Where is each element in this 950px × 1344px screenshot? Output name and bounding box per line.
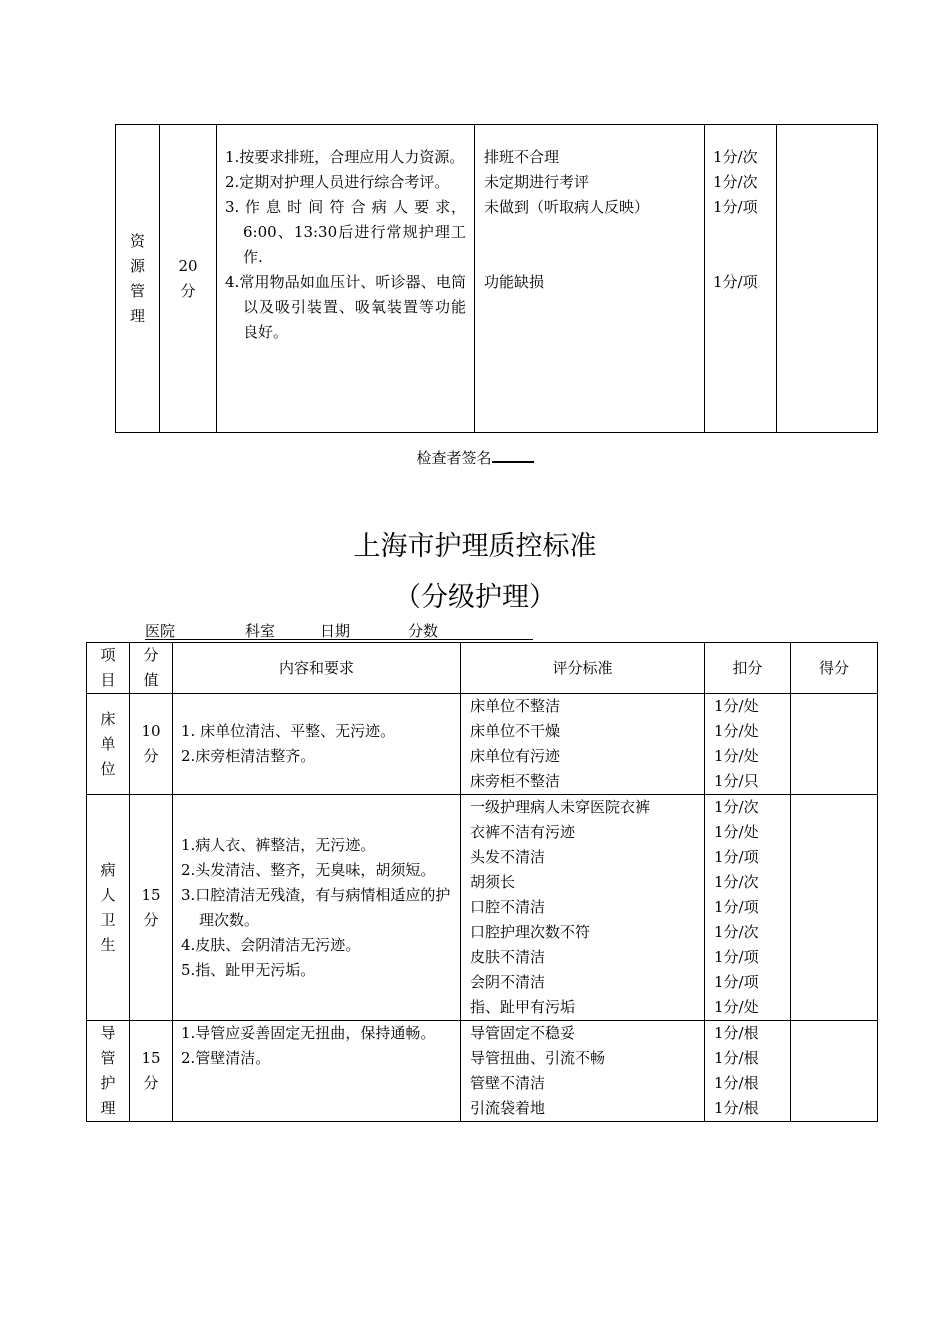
criteria-line: 口腔不清洁 (470, 898, 546, 916)
requirement-line: 2.定期对护理人员进行综合考评。 (225, 173, 450, 191)
deduction-cell (705, 125, 777, 433)
criteria-line: 会阴不清洁 (470, 973, 546, 991)
header-score: 分值 (130, 643, 173, 694)
requirement-line: 2.头发清洁、整齐，无臭味，胡须短。 (181, 860, 436, 879)
hospital-label: 医院 (145, 622, 176, 640)
criteria-line: 导管固定不稳妥 (470, 1024, 576, 1042)
table-row (116, 125, 878, 433)
requirement-line: 2.管壁清洁。 (181, 1049, 271, 1067)
requirements-cell (173, 694, 461, 795)
deduction-line: 1分/项 (713, 198, 758, 216)
criteria-line: 引流袋着地 (470, 1099, 546, 1117)
criteria-line: 导管扭曲、引流不畅 (470, 1049, 606, 1067)
table-row (87, 795, 878, 1021)
header-content: 内容和要求 (173, 643, 461, 694)
earned-cell (791, 694, 878, 795)
item-cell: 导管护理 (87, 1021, 130, 1122)
earned-cell (791, 1021, 878, 1122)
criteria-cell (461, 694, 705, 795)
signature-label: 检查者签名 (416, 449, 492, 467)
criteria-line: 排班不合理 (484, 148, 560, 166)
requirement-line: 1.按要求排班，合理应用人力资源。 (225, 148, 465, 166)
criteria-line: 皮肤不清洁 (470, 948, 546, 966)
criteria-cell (475, 125, 705, 433)
deduction-cell (705, 1021, 791, 1122)
date-label: 日期 (320, 622, 351, 640)
header-item: 项目 (87, 643, 130, 694)
item-cell (116, 125, 160, 433)
deduction-cell (705, 694, 791, 795)
requirement-line: 1.病人衣、裤整洁，无污迹。 (181, 835, 376, 854)
criteria-line: 指、趾甲有污垢 (470, 998, 576, 1016)
criteria-line: 管壁不清洁 (470, 1074, 546, 1092)
criteria-line: 头发不清洁 (470, 848, 546, 866)
criteria-line: 胡须长 (470, 873, 516, 891)
deduction-line: 1分/次 (713, 173, 758, 191)
resource-management-table (115, 124, 878, 433)
deduction-line: 1分/根 (714, 1074, 759, 1092)
deduction-line: 1分/根 (714, 1049, 759, 1067)
deduction-line: 1分/次 (714, 873, 759, 891)
requirements-cell (173, 795, 461, 1021)
inspector-signature (0, 445, 950, 468)
criteria-line: 床单位有污迹 (470, 747, 561, 765)
deduction-line: 1分/项 (714, 848, 759, 866)
criteria-line: 未定期进行考评 (484, 173, 590, 191)
header-earned: 得分 (791, 643, 878, 694)
deduction-line: 1分/根 (714, 1024, 759, 1042)
deduction-line: 1分/次 (713, 148, 758, 166)
criteria-cell (461, 795, 705, 1021)
criteria-line: 一级护理病人未穿医院衣裤 (470, 798, 651, 816)
deduction-line: 1分/项 (714, 973, 759, 991)
requirement-line: 1. 床单位清洁、平整、无污迹。 (181, 722, 396, 740)
deduction-line: 1分/次 (714, 923, 759, 941)
score-cell (160, 125, 217, 433)
criteria-line: 床单位不整洁 (470, 697, 561, 715)
deduction-line: 1分/只 (714, 772, 759, 790)
department-label: 科室 (245, 622, 276, 640)
table-row (87, 694, 878, 795)
requirement-line: 3. 作 息 时 间 符 合 病 人 要 求，6:00、13:30后进行常规护理工作. (225, 198, 466, 266)
score-cell: 15分 (130, 1021, 173, 1122)
header-criteria: 评分标准 (461, 643, 705, 694)
nursing-standard-table (86, 642, 878, 1122)
criteria-line: 功能缺损 (484, 273, 545, 291)
item-cell: 床单位 (87, 694, 130, 795)
criteria-cell (461, 1021, 705, 1122)
earned-cell (791, 795, 878, 1021)
item-label: 资源管理 (129, 231, 145, 325)
criteria-line: 床单位不干燥 (470, 722, 561, 740)
score-label: 20分 (178, 256, 198, 300)
meta-line (145, 620, 533, 640)
deduction-line: 1分/处 (714, 823, 759, 841)
signature-line[interactable] (492, 445, 534, 463)
criteria-line: 衣裤不洁有污迹 (470, 823, 576, 841)
requirements-cell (217, 125, 475, 433)
score-cell: 15分 (130, 795, 173, 1021)
requirement-line: 4.皮肤、会阴清洁无污迹。 (181, 935, 361, 954)
deduction-line: 1分/处 (714, 697, 759, 715)
header-deduct: 扣分 (705, 643, 791, 694)
deduction-cell (705, 795, 791, 1021)
earned-cell (777, 125, 878, 433)
requirement-line: 1.导管应妥善固定无扭曲，保持通畅。 (181, 1024, 436, 1042)
score-cell: 10分 (130, 694, 173, 795)
requirement-line: 2.床旁柜清洁整齐。 (181, 747, 316, 765)
deduction-line: 1分/项 (714, 948, 759, 966)
item-cell: 病人卫生 (87, 795, 130, 1021)
table-header-row (87, 643, 878, 694)
criteria-line: 口腔护理次数不符 (470, 923, 591, 941)
page-subtitle: （分级护理） (394, 582, 556, 613)
page-title: 上海市护理质控标准 (353, 531, 597, 562)
table-row (87, 1021, 878, 1122)
requirement-line: 3.口腔清洁无残渣，有与病情相适应的护理次数。 (181, 885, 451, 929)
score-label: 分数 (408, 622, 439, 640)
criteria-line: 未做到（听取病人反映） (484, 198, 650, 216)
requirements-cell (173, 1021, 461, 1122)
requirement-line: 4.常用物品如血压计、听诊器、电筒以及吸引装置、吸氧装置等功能良好。 (225, 273, 466, 341)
deduction-line: 1分/根 (714, 1099, 759, 1117)
deduction-line: 1分/项 (713, 273, 758, 291)
deduction-line: 1分/处 (714, 722, 759, 740)
deduction-line: 1分/次 (714, 798, 759, 816)
requirement-line: 5.指、趾甲无污垢。 (181, 960, 316, 979)
deduction-line: 1分/项 (714, 898, 759, 916)
deduction-line: 1分/处 (714, 998, 759, 1016)
deduction-line: 1分/处 (714, 747, 759, 765)
criteria-line: 床旁柜不整洁 (470, 772, 561, 790)
